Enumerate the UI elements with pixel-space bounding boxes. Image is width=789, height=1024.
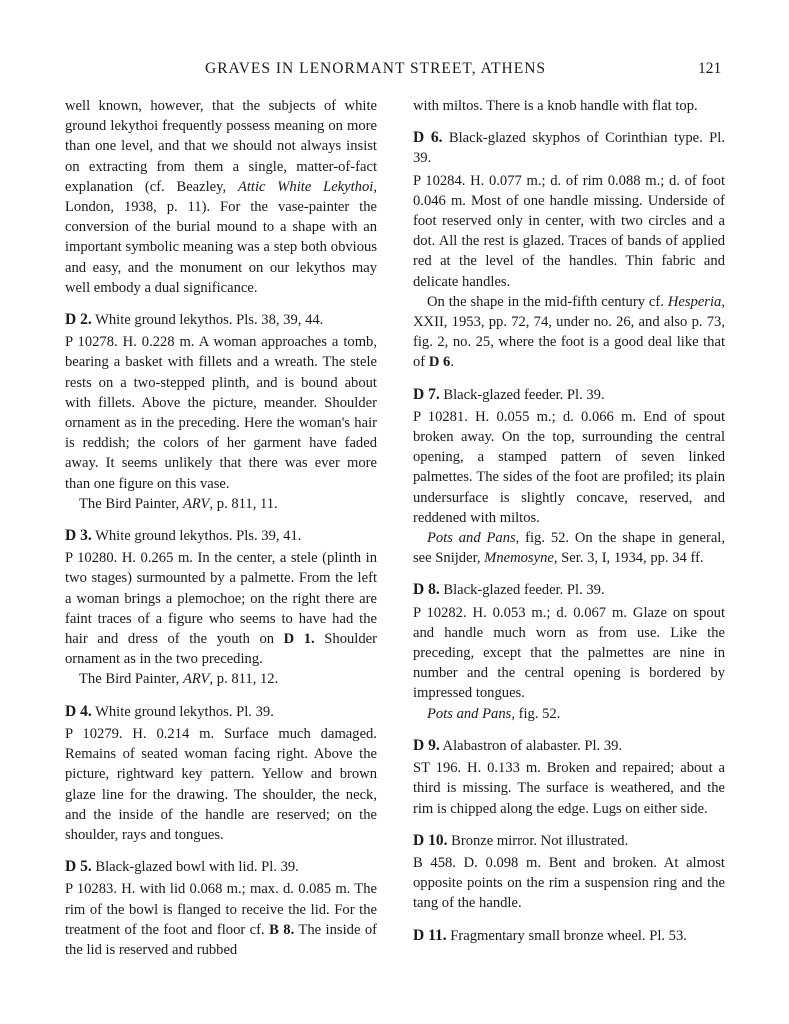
entry-d5-number: D 5.: [65, 858, 92, 876]
entry-d8-note: Pots and Pans, fig. 52.: [427, 705, 561, 722]
entry-d3-heading: D 3. White ground lekythos. Pls. 39, 41.: [65, 527, 302, 545]
entry-d8-number: D 8.: [413, 581, 440, 599]
entry-d9-heading: D 9. Alabastron of alabaster. Pl. 39.: [413, 736, 623, 754]
entry-d7-number: D 7.: [413, 385, 440, 403]
entry-d8-body: P 10282. H. 0.053 m.; d. 0.067 m. Glaze on spout and handle much worn as from use. Like the preceding, except that the palmettes are nine in number and the central opening is bordered by impressed tongues.: [413, 604, 725, 702]
entry-d6-heading: D 6. Black-glazed skyphos of Corinthian type. Pl. 39.: [413, 129, 725, 167]
entry-d5-body: P 10283. H. with lid 0.068 m.; max. d. 0.085 m. The rim of the bowl is flanged to receive the lid. For the treatment of the foot and floor cf. B 8. The inside of the lid is reserved and rubbed: [65, 881, 378, 958]
entry-d3-reference: The Bird Painter, ARV, p. 811, 12.: [79, 671, 279, 688]
entry-d7-heading: D 7. Black-glazed feeder. Pl. 39.: [413, 385, 605, 403]
entry-d10-body: B 458. D. 0.098 m. Bent and broken. At almost opposite points on the rim a suspension ring and the tang of the handle.: [413, 854, 725, 912]
entry-d8-heading: D 8. Black-glazed feeder. Pl. 39.: [413, 581, 605, 599]
entry-d10-number: D 10.: [413, 831, 448, 849]
entry-d4-body: P 10279. H. 0.214 m. Surface much damaged. Remains of seated woman facing right. Above the picture, rightward key pattern. Yellow and brown glaze line for the drawing. The shoulder, the neck, and the inside of the handle are reserved; on the shoulder, rays and tongues.: [65, 725, 377, 843]
entry-d7-body: P 10281. H. 0.055 m.; d. 0.066 m. End of spout broken away. On the top, surrounding the central opening, a stamped pattern of seven linked palmettes. The sides of the foot are profiled; its plain undersurface is slightly concave, reserved, and reddened with miltos.: [413, 408, 725, 526]
entry-d10-heading: D 10. Bronze mirror. Not illustrated.: [413, 831, 629, 849]
entry-d2-body: P 10278. H. 0.228 m. A woman approaches a tomb, bearing a basket with fillets and a wreath. The stele rests on a two-stepped plinth, and is bound about with fillets. Above the picture, meander. Shoulder ornament as in the preceding. Here the woman's hair is reddish; the colors of her garment have faded away. It seems unlikely that there was ever more than one figure on this vase.: [65, 334, 377, 492]
page-number: 121: [698, 60, 722, 77]
left-column: [65, 96, 377, 960]
entry-d4-heading: D 4. White ground lekythos. Pl. 39.: [65, 702, 274, 720]
entry-d5-heading: D 5. Black-glazed bowl with lid. Pl. 39.: [65, 858, 299, 876]
entry-d6-body: P 10284. H. 0.077 m.; d. of rim 0.088 m.; d. of foot 0.046 m. Most of one handle missing. Underside of foot reserved only in center, with two circles and a dot. All the rest is glazed. Traces of bands of applied red at the level of the handles. Thin fabric and delicate handles.: [413, 172, 725, 290]
entry-d4-number: D 4.: [65, 702, 92, 720]
entry-d3-body: P 10280. H. 0.265 m. In the center, a stele (plinth in two stages) surmounted by a palmette. From the left a woman brings a plemochoe; on the right there are faint traces of a figure who seems to have had the hair and dress of the youth on D 1. Shoulder ornament as in the two preceding.: [65, 550, 377, 668]
entry-d2-heading: D 2. White ground lekythos. Pls. 38, 39, 44.: [65, 311, 324, 329]
entry-d5-continuation: with miltos. There is a knob handle with flat top.: [413, 98, 698, 114]
right-column: [413, 96, 725, 948]
entry-d6-note: On the shape in the mid-fifth century cf. Hesperia, XXII, 1953, pp. 72, 74, under no. 26, and also p. 73, fig. 2, no. 25, where the foot is a good deal like that of D 6.: [413, 293, 725, 371]
entry-d6-number: D 6.: [413, 129, 443, 147]
entry-d11-number: D 11.: [413, 926, 447, 944]
intro-paragraph: well known, however, that the subjects of white ground lekythoi frequently possess meaning on more than one level, and that we should not always insist on extracting from them a single, matter-of-fact explanation (cf. Beazley, Attic White Lekythoi, London, 1938, p. 11). For the vase-painter the conversion of the burial mound to a shape with an important symbolic meaning was a step both obvious and easy, and the monument on our lekythos may well embody a dual significance.: [65, 98, 377, 296]
running-head: [0, 60, 789, 84]
entry-d9-body: ST 196. H. 0.133 m. Broken and repaired; about a third is missing. The surface is weathered, and the rim is chipped along the edge. Lugs on either side.: [413, 760, 725, 817]
entry-d2-reference: The Bird Painter, ARV, p. 811, 11.: [79, 495, 278, 512]
entry-d2-number: D 2.: [65, 311, 92, 329]
entry-d9-number: D 9.: [413, 736, 440, 754]
entry-d7-note: Pots and Pans, fig. 52. On the shape in general, see Snijder, Mnemosyne, Ser. 3, I, 1934, pp. 34 ff.: [413, 530, 725, 567]
entry-d3-number: D 3.: [65, 527, 92, 545]
page-header-title: GRAVES IN LENORMANT STREET, ATHENS: [205, 60, 547, 77]
entry-d11-heading: D 11. Fragmentary small bronze wheel. Pl. 53.: [413, 926, 687, 944]
